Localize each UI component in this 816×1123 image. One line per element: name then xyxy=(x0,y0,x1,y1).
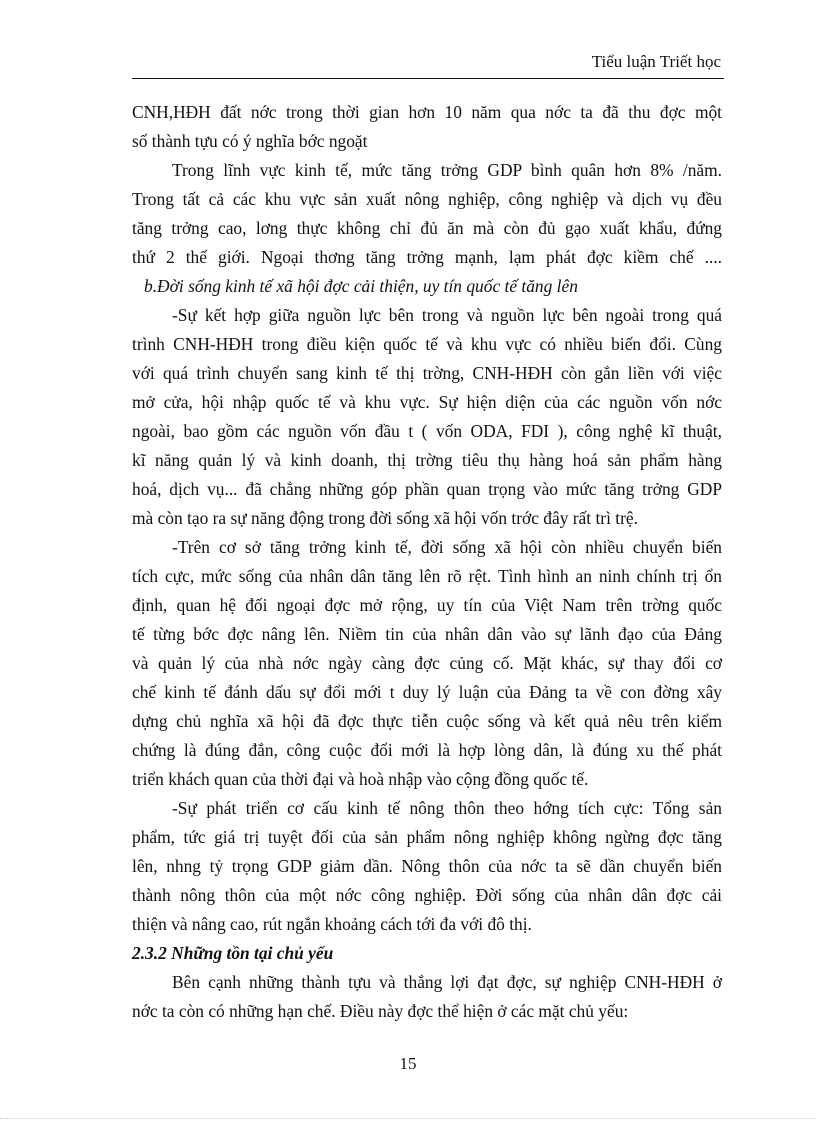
text-line: số thành tựu có ý nghĩa bớc ngoặt xyxy=(132,131,368,151)
page-number: 15 xyxy=(399,1054,417,1073)
section-heading: 2.3.2 Những tồn tại chủ yếu xyxy=(132,943,334,963)
text-line: mà còn tạo ra sự năng động trong đời sống xã hội vốn trớc đây rất trì trệ. xyxy=(132,508,638,528)
text-line: -Sự kết hợp giữa nguồn lực bên trong và nguồn lực bên ngoài trong quá xyxy=(172,305,722,325)
text-line: với quá trình chuyển sang kinh tế thị trờng, CNH-HĐH còn gắn liền với việc xyxy=(132,363,722,383)
text-line: định, quan hệ đối ngoại đợc mở rộng, uy tín của Việt Nam trên trờng quốc xyxy=(132,595,722,615)
text-line: dựng chủ nghĩa xã hội đã đợc thực tiễn cuộc sống và kết quả nêu trên kiểm xyxy=(132,711,722,731)
text-line: và quản lý của nhà nớc ngày càng đợc củng cố. Mặt khác, sự thay đổi cơ xyxy=(132,653,722,673)
text-line: thiện và nâng cao, rút ngắn khoảng cách tới đa với đô thị. xyxy=(132,914,532,934)
text-line: Trong tất cả các khu vực sản xuất nông nghiệp, công nghiệp và dịch vụ đều xyxy=(132,189,722,209)
text-line: hoá, dịch vụ... đã chẳng những góp phần quan trọng vào mức tăng trởng GDP xyxy=(132,479,722,499)
text-line: Bên cạnh những thành tựu và thắng lợi đạt đợc, sự nghiệp CNH-HĐH ở xyxy=(172,972,722,992)
subsection-heading: b.Đời sống kinh tế xã hội đợc cải thiện, uy tín quốc tế tăng lên xyxy=(144,276,578,296)
text-line: triển khách quan của thời đại và hoà nhập vào cộng đồng quốc tế. xyxy=(132,769,589,789)
text-line: tế từng bớc đợc nâng lên. Niềm tin của nhân dân vào sự lãnh đạo của Đảng xyxy=(132,624,722,644)
text-line: phẩm, tức giá trị tuyệt đối của sản phẩm nông nghiệp không ngừng đợc tăng xyxy=(132,827,722,847)
header-divider xyxy=(132,78,724,79)
text-line: nớc ta còn có những hạn chế. Điều này đợc thể hiện ở các mặt chủ yếu: xyxy=(132,1001,629,1021)
page-bottom-border xyxy=(0,1118,816,1119)
text-line: trình CNH-HĐH trong điều kiện quốc tế và khu vực có nhiều biến đổi. Cùng xyxy=(132,334,722,354)
text-line: lên, nhng tỷ trọng GDP giảm dần. Nông thôn của nớc ta sẽ dần chuyển biến xyxy=(132,856,722,876)
text-line: -Trên cơ sở tăng trởng kinh tế, đời sống xã hội còn nhiều chuyển biến xyxy=(172,537,722,557)
text-line: -Sự phát triển cơ cấu kinh tế nông thôn theo hớng tích cực: Tổng sản xyxy=(172,798,722,818)
running-header: Tiểu luận Triết học xyxy=(591,52,721,71)
document-body xyxy=(132,98,722,1026)
text-line: tích cực, mức sống của nhân dân tăng lên rõ rệt. Tình hình an ninh chính trị ổn xyxy=(132,566,722,586)
text-line: thành nông thôn của một nớc công nghiệp. Đời sống của nhân dân đợc cải xyxy=(132,885,722,905)
text-line: Trong lĩnh vực kinh tế, mức tăng trởng GDP bình quân hơn 8% /năm. xyxy=(172,160,722,180)
text-line: chế kinh tế đánh dấu sự đổi mới t duy lý luận của Đảng ta về con đờng xây xyxy=(132,682,722,702)
text-line: CNH,HĐH đất nớc trong thời gian hơn 10 năm qua nớc ta đã thu đợc một xyxy=(132,102,722,122)
text-line: kĩ năng quản lý và kinh doanh, thị trờng tiêu thụ hàng hoá sản phẩm hàng xyxy=(132,450,722,470)
text-line: tăng trởng cao, lơng thực không chỉ đủ ăn mà còn đủ gạo xuất khẩu, đứng xyxy=(132,218,722,238)
text-line: chứng là đúng đắn, công cuộc đổi mới là hợp lòng dân, là đúng xu thế phát xyxy=(132,740,722,760)
text-line: mở cửa, hội nhập quốc tế và khu vực. Sự hiện diện của các nguồn vốn nớc xyxy=(132,392,722,412)
text-line: thứ 2 thế giới. Ngoại thơng tăng trởng mạnh, lạm phát đợc kiềm chế .... xyxy=(132,247,722,267)
text-line: ngoài, bao gồm các nguồn vốn đầu t ( vốn ODA, FDI ), công nghệ kĩ thuật, xyxy=(132,421,722,441)
